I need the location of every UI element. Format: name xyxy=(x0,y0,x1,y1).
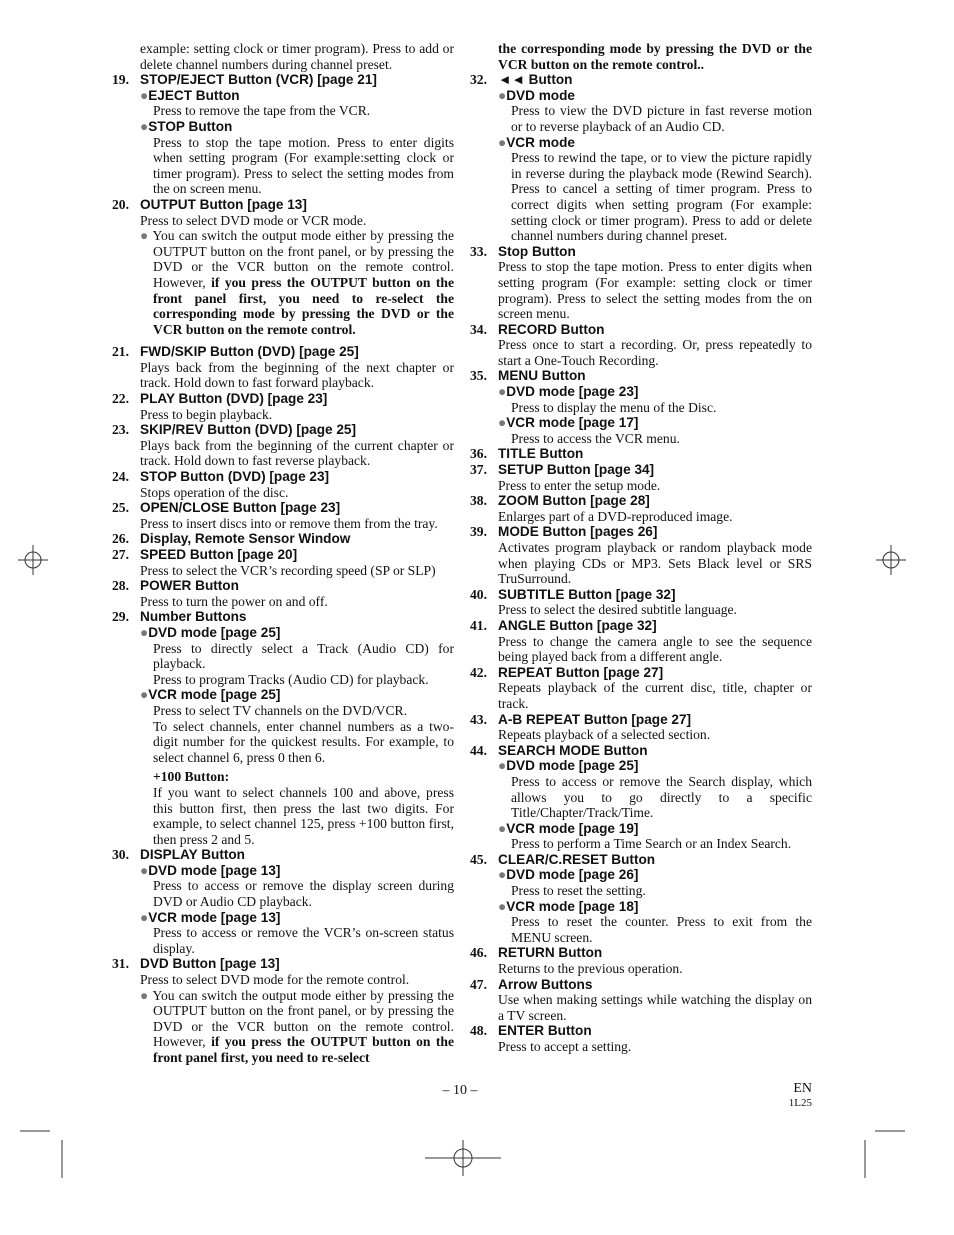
item-title: A-B REPEAT Button [page 27] xyxy=(498,711,692,727)
right-item xyxy=(470,977,812,1024)
description-text: If you want to select channels 100 and above, press this button first, then press the last two digits. For example, to select channel 125, press +100 button first, then press 2 and 5. xyxy=(153,784,454,847)
description-text: Press to stop the tape motion. Press to enter digits when setting program (For example:setting clock or timer program). Press to select the setting modes from the on screen menu. xyxy=(153,134,454,197)
item-number: 46. xyxy=(470,945,487,961)
item-heading xyxy=(112,578,454,594)
item-heading xyxy=(470,712,812,728)
spacer xyxy=(112,337,454,344)
bullet-icon: ● xyxy=(140,624,149,640)
mode-subheading xyxy=(140,863,454,879)
note-text: You can switch the output mode either by pressing the OUTPUT button on the front panel, or by pressing the DVD or the VCR button on the remote control. However, xyxy=(152,987,454,1050)
item-heading xyxy=(112,391,454,407)
item-heading xyxy=(112,531,454,547)
note-emphasis: if you press the OUTPUT button on the front panel first, you need to re-select the corresponding mode by pressing the DVD or the VCR button on the remote control. xyxy=(153,274,454,337)
item-heading xyxy=(470,462,812,478)
item-number: 47. xyxy=(470,976,487,992)
left-lead-text: example: setting clock or timer program). Press to add or delete channel numbers during channel preset. xyxy=(140,41,454,72)
item-title: SUBTITLE Button [page 32] xyxy=(498,586,676,602)
right-item xyxy=(470,945,812,976)
item-heading xyxy=(470,72,812,88)
item-heading xyxy=(470,446,812,462)
item-number: 37. xyxy=(470,462,487,478)
description-text: Activates program playback or random playback mode when playing CDs or MP3. Sets Black level or SRS TruSurround. xyxy=(498,540,812,587)
description-text: Press to rewind the tape, or to view the picture rapidly in reverse during the playback mode (Rewind Search). Press to cancel a setting of timer program. Press to correct digits when setting program (For example: setting clock or timer program). Press to add or delete channel numbers during channel preset. xyxy=(511,150,812,244)
description-text: Press to access or remove the VCR’s on-screen status display. xyxy=(153,925,454,956)
description-text: Press to select the VCR’s recording speed (SP or SLP) xyxy=(140,562,436,578)
mode-label: VCR mode xyxy=(506,134,575,150)
item-number: 34. xyxy=(470,321,487,337)
description-text: To select channels, enter channel numbers as a two-digit number for the quickest results. For example, to select channel 6, press 0 then 6. xyxy=(153,718,454,765)
item-title: Arrow Buttons xyxy=(498,976,593,992)
item-heading xyxy=(112,847,454,863)
left-item xyxy=(112,469,454,500)
description-text: Repeats playback of a selected section. xyxy=(498,727,711,743)
left-item xyxy=(112,547,454,578)
item-title: DISPLAY Button xyxy=(140,847,245,863)
item-number: 25. xyxy=(112,500,129,516)
item-number: 28. xyxy=(112,578,129,594)
item-heading xyxy=(112,422,454,438)
item-heading xyxy=(112,344,454,360)
description-text: Press to change the camera angle to see the sequence being played back from a different angle. xyxy=(498,633,812,665)
item-number: 30. xyxy=(112,847,129,863)
item-title: ZOOM Button [page 28] xyxy=(498,493,650,509)
description-text: Press to enter the setup mode. xyxy=(498,477,661,493)
model-code: 1L25 xyxy=(788,1097,812,1109)
right-item xyxy=(470,524,812,586)
item-number: 22. xyxy=(112,391,129,407)
button-subheading: +100 Button: xyxy=(153,769,230,785)
item-number: 48. xyxy=(470,1023,487,1039)
item-heading xyxy=(470,852,812,868)
mode-subheading xyxy=(498,821,812,837)
item-heading xyxy=(112,469,454,485)
item-title: Display, Remote Sensor Window xyxy=(140,531,351,547)
bullet-icon: ● xyxy=(498,384,507,400)
mode-subheading xyxy=(498,867,812,883)
item-heading xyxy=(470,945,812,961)
description-text: Press once to start a recording. Or, press repeatedly to start a One-Touch Recording. xyxy=(498,337,812,368)
note-emphasis: if you press the OUTPUT button on the front panel first, you need to re-select xyxy=(153,1034,454,1065)
left-column xyxy=(112,41,454,1066)
mode-label: DVD mode xyxy=(506,87,575,103)
mode-subheading xyxy=(498,415,812,431)
mode-subheading xyxy=(140,119,454,135)
mode-subheading xyxy=(140,88,454,104)
left-item xyxy=(112,337,454,391)
description-text: Press to remove the tape from the VCR. xyxy=(153,103,371,119)
item-number: 40. xyxy=(470,586,487,602)
description-text: Enlarges part of a DVD-reproduced image. xyxy=(498,508,733,524)
bullet-icon: ● xyxy=(498,415,507,431)
description-text: Returns to the previous operation. xyxy=(498,961,683,977)
mode-subheading xyxy=(498,135,812,151)
item-heading xyxy=(112,500,454,516)
mode-subheading xyxy=(498,758,812,774)
description-text: Press to select TV channels on the DVD/VCR. xyxy=(153,702,407,718)
registration-crosshair-right-icon xyxy=(876,545,906,575)
right-item xyxy=(470,743,812,852)
description-text: Plays back from the beginning of the next chapter or track. Hold down to fast forward playback. xyxy=(140,359,454,391)
mode-subheading xyxy=(140,687,454,703)
description-text: Press to directly select a Track (Audio CD) for playback. xyxy=(153,640,454,672)
item-title: FWD/SKIP Button (DVD) [page 25] xyxy=(140,344,359,360)
item-title: ENTER Button xyxy=(498,1023,592,1039)
description-text: Stops operation of the disc. xyxy=(140,484,289,500)
item-title: SKIP/REV Button (DVD) [page 25] xyxy=(140,422,356,438)
registration-crosshair-bottom-icon xyxy=(425,1140,501,1176)
left-item xyxy=(112,609,454,847)
item-title: MENU Button xyxy=(498,368,586,384)
item-number: 32. xyxy=(470,72,487,88)
description-text: Plays back from the beginning of the current chapter or track. Hold down to fast reverse playback. xyxy=(140,437,454,469)
item-title: REPEAT Button [page 27] xyxy=(498,664,664,680)
right-item xyxy=(470,322,812,369)
item-number: 41. xyxy=(470,617,487,633)
right-item xyxy=(470,446,812,462)
mode-label: VCR mode [page 25] xyxy=(148,687,281,703)
item-title: CLEAR/C.RESET Button xyxy=(498,851,656,867)
item-heading xyxy=(470,322,812,338)
mode-label: DVD mode [page 23] xyxy=(506,384,639,400)
item-number: 24. xyxy=(112,469,129,485)
bullet-icon: ● xyxy=(498,87,507,103)
bullet-icon: ● xyxy=(498,134,507,150)
item-number: 42. xyxy=(470,664,487,680)
mode-subheading xyxy=(498,899,812,915)
bullet-icon: ● xyxy=(140,87,149,103)
right-item xyxy=(470,712,812,743)
item-title: RECORD Button xyxy=(498,321,605,337)
right-item xyxy=(470,462,812,493)
left-item xyxy=(112,956,454,1065)
item-title: SEARCH MODE Button xyxy=(498,742,648,758)
item-number: 21. xyxy=(112,344,129,360)
description-text: Press to access or remove the Search display, which allows you to go directly to a specific Title/Chapter/Track/Time. xyxy=(511,773,812,821)
crop-mark-bottom-left-icon xyxy=(20,1128,70,1178)
right-lead-text: the corresponding mode by pressing the DVD or the VCR button on the remote control.. xyxy=(498,41,812,72)
item-number: 36. xyxy=(470,446,487,462)
bullet-icon: ● xyxy=(140,118,149,134)
item-heading xyxy=(470,244,812,260)
right-item xyxy=(470,72,812,244)
item-heading xyxy=(470,618,812,634)
item-heading xyxy=(470,587,812,603)
description-text: Press to access or remove the display screen during DVD or Audio CD playback. xyxy=(153,878,454,910)
description-text: Press to access the VCR menu. xyxy=(511,430,680,446)
item-title: OPEN/CLOSE Button [page 23] xyxy=(140,500,341,516)
right-item xyxy=(470,587,812,618)
right-item-list xyxy=(470,72,812,1054)
description-text: Press to reset the setting. xyxy=(511,883,646,899)
item-number: 20. xyxy=(112,196,129,212)
left-item xyxy=(112,197,454,337)
left-item xyxy=(112,847,454,956)
mode-label: STOP Button xyxy=(148,118,233,134)
item-heading xyxy=(112,956,454,972)
description-text: Press to program Tracks (Audio CD) for playback. xyxy=(153,671,429,687)
item-number: 44. xyxy=(470,742,487,758)
item-heading xyxy=(470,493,812,509)
item-heading xyxy=(112,547,454,563)
description-text: Press to turn the power on and off. xyxy=(140,593,328,609)
item-number: 45. xyxy=(470,851,487,867)
bullet-icon: ● xyxy=(498,898,507,914)
bullet-icon: ● xyxy=(140,862,149,878)
item-heading xyxy=(470,665,812,681)
item-number: 39. xyxy=(470,524,487,540)
description-text: Press to select DVD mode for the remote control. xyxy=(140,972,410,988)
item-title: POWER Button xyxy=(140,578,239,594)
right-item xyxy=(470,852,812,946)
page-number: – 10 – xyxy=(442,1083,478,1098)
item-number: 43. xyxy=(470,711,487,727)
left-item xyxy=(112,391,454,422)
description-text: Press to accept a setting. xyxy=(498,1039,632,1054)
item-number: 38. xyxy=(470,493,487,509)
item-title: STOP/EJECT Button (VCR) [page 21] xyxy=(140,72,377,88)
bullet-icon: ● xyxy=(498,820,507,836)
item-title: STOP Button (DVD) [page 23] xyxy=(140,469,330,485)
mode-subheading xyxy=(140,910,454,926)
item-title: MODE Button [pages 26] xyxy=(498,524,658,540)
bullet-note xyxy=(140,228,454,337)
description-text: Use when making settings while watching the display on a TV screen. xyxy=(498,992,812,1023)
item-heading xyxy=(112,197,454,213)
left-item-list xyxy=(112,72,454,1065)
description-text: Press to select DVD mode or VCR mode. xyxy=(140,212,367,228)
item-heading xyxy=(470,1023,812,1039)
right-item xyxy=(470,618,812,665)
item-title: Number Buttons xyxy=(140,609,247,625)
item-title: SPEED Button [page 20] xyxy=(140,547,298,562)
mode-label: VCR mode [page 18] xyxy=(506,898,639,914)
item-heading xyxy=(470,977,812,993)
item-number: 27. xyxy=(112,547,129,562)
item-number: 19. xyxy=(112,72,129,88)
note-text: You can switch the output mode either by pressing the OUTPUT button on the front panel, or by pressing the DVD or the VCR button on the remote control. However, xyxy=(152,228,454,290)
description-text: Press to select the desired subtitle language. xyxy=(498,602,737,618)
language-code: EN xyxy=(793,1081,812,1096)
right-item xyxy=(470,665,812,712)
right-column xyxy=(470,41,812,1055)
description-text: Press to view the DVD picture in fast reverse motion or to reverse playback of an Audio CD. xyxy=(511,103,812,134)
item-title: OUTPUT Button [page 13] xyxy=(140,196,307,212)
left-item xyxy=(112,578,454,609)
mode-label: VCR mode [page 19] xyxy=(506,820,639,836)
item-heading xyxy=(470,524,812,540)
crop-mark-bottom-right-icon xyxy=(855,1128,905,1178)
mode-subheading xyxy=(498,88,812,104)
mode-label: DVD mode [page 25] xyxy=(506,758,639,774)
bullet-icon: ● xyxy=(140,987,153,1003)
mode-label: DVD mode [page 25] xyxy=(148,624,281,640)
item-title: TITLE Button xyxy=(498,446,584,462)
description-text: Press to reset the counter. Press to exit from the MENU screen. xyxy=(511,914,812,945)
item-number: 33. xyxy=(470,243,487,259)
item-heading xyxy=(112,609,454,625)
bullet-note xyxy=(140,988,454,1066)
item-title: Stop Button xyxy=(498,243,576,259)
mode-label: EJECT Button xyxy=(148,87,240,103)
left-item xyxy=(112,72,454,197)
item-title: SETUP Button [page 34] xyxy=(498,462,655,478)
right-item xyxy=(470,244,812,322)
item-title: ANGLE Button [page 32] xyxy=(498,617,657,633)
mode-subheading xyxy=(140,625,454,641)
item-title: RETURN Button xyxy=(498,945,603,961)
mode-label: DVD mode [page 26] xyxy=(506,867,639,883)
registration-crosshair-left-icon xyxy=(18,545,48,575)
description-text: Press to stop the tape motion. Press to enter digits when setting program (For example: setting clock or timer program). Press to select the setting modes from the on screen menu. xyxy=(498,259,812,322)
bullet-icon: ● xyxy=(140,909,149,925)
mode-subheading xyxy=(498,384,812,400)
description-text: Press to begin playback. xyxy=(140,406,273,422)
mode-label: VCR mode [page 13] xyxy=(148,909,281,925)
right-item xyxy=(470,493,812,524)
description-text: Press to perform a Time Search or an Index Search. xyxy=(511,836,792,852)
item-number: 31. xyxy=(112,956,129,972)
item-heading xyxy=(470,368,812,384)
item-title: DVD Button [page 13] xyxy=(140,956,280,972)
left-item xyxy=(112,422,454,469)
description-text: Press to display the menu of the Disc. xyxy=(511,399,717,415)
mode-label: DVD mode [page 13] xyxy=(148,862,281,878)
description-text: Press to insert discs into or remove them from the tray. xyxy=(140,515,438,531)
item-number: 35. xyxy=(470,368,487,384)
item-title: ◄◄ Button xyxy=(498,72,573,88)
bullet-icon: ● xyxy=(498,758,507,774)
right-item xyxy=(470,1023,812,1054)
right-item xyxy=(470,368,812,446)
item-number: 29. xyxy=(112,609,129,625)
bullet-icon: ● xyxy=(140,228,153,244)
item-heading xyxy=(470,743,812,759)
item-number: 26. xyxy=(112,531,129,547)
mode-label: VCR mode [page 17] xyxy=(506,415,639,431)
item-heading xyxy=(112,72,454,88)
item-title: PLAY Button (DVD) [page 23] xyxy=(140,391,328,407)
item-number: 23. xyxy=(112,422,129,438)
description-text: Repeats playback of the current disc, title, chapter or track. xyxy=(498,680,812,711)
left-item xyxy=(112,531,454,547)
bullet-icon: ● xyxy=(140,687,149,703)
left-item xyxy=(112,500,454,531)
bullet-icon: ● xyxy=(498,867,507,883)
